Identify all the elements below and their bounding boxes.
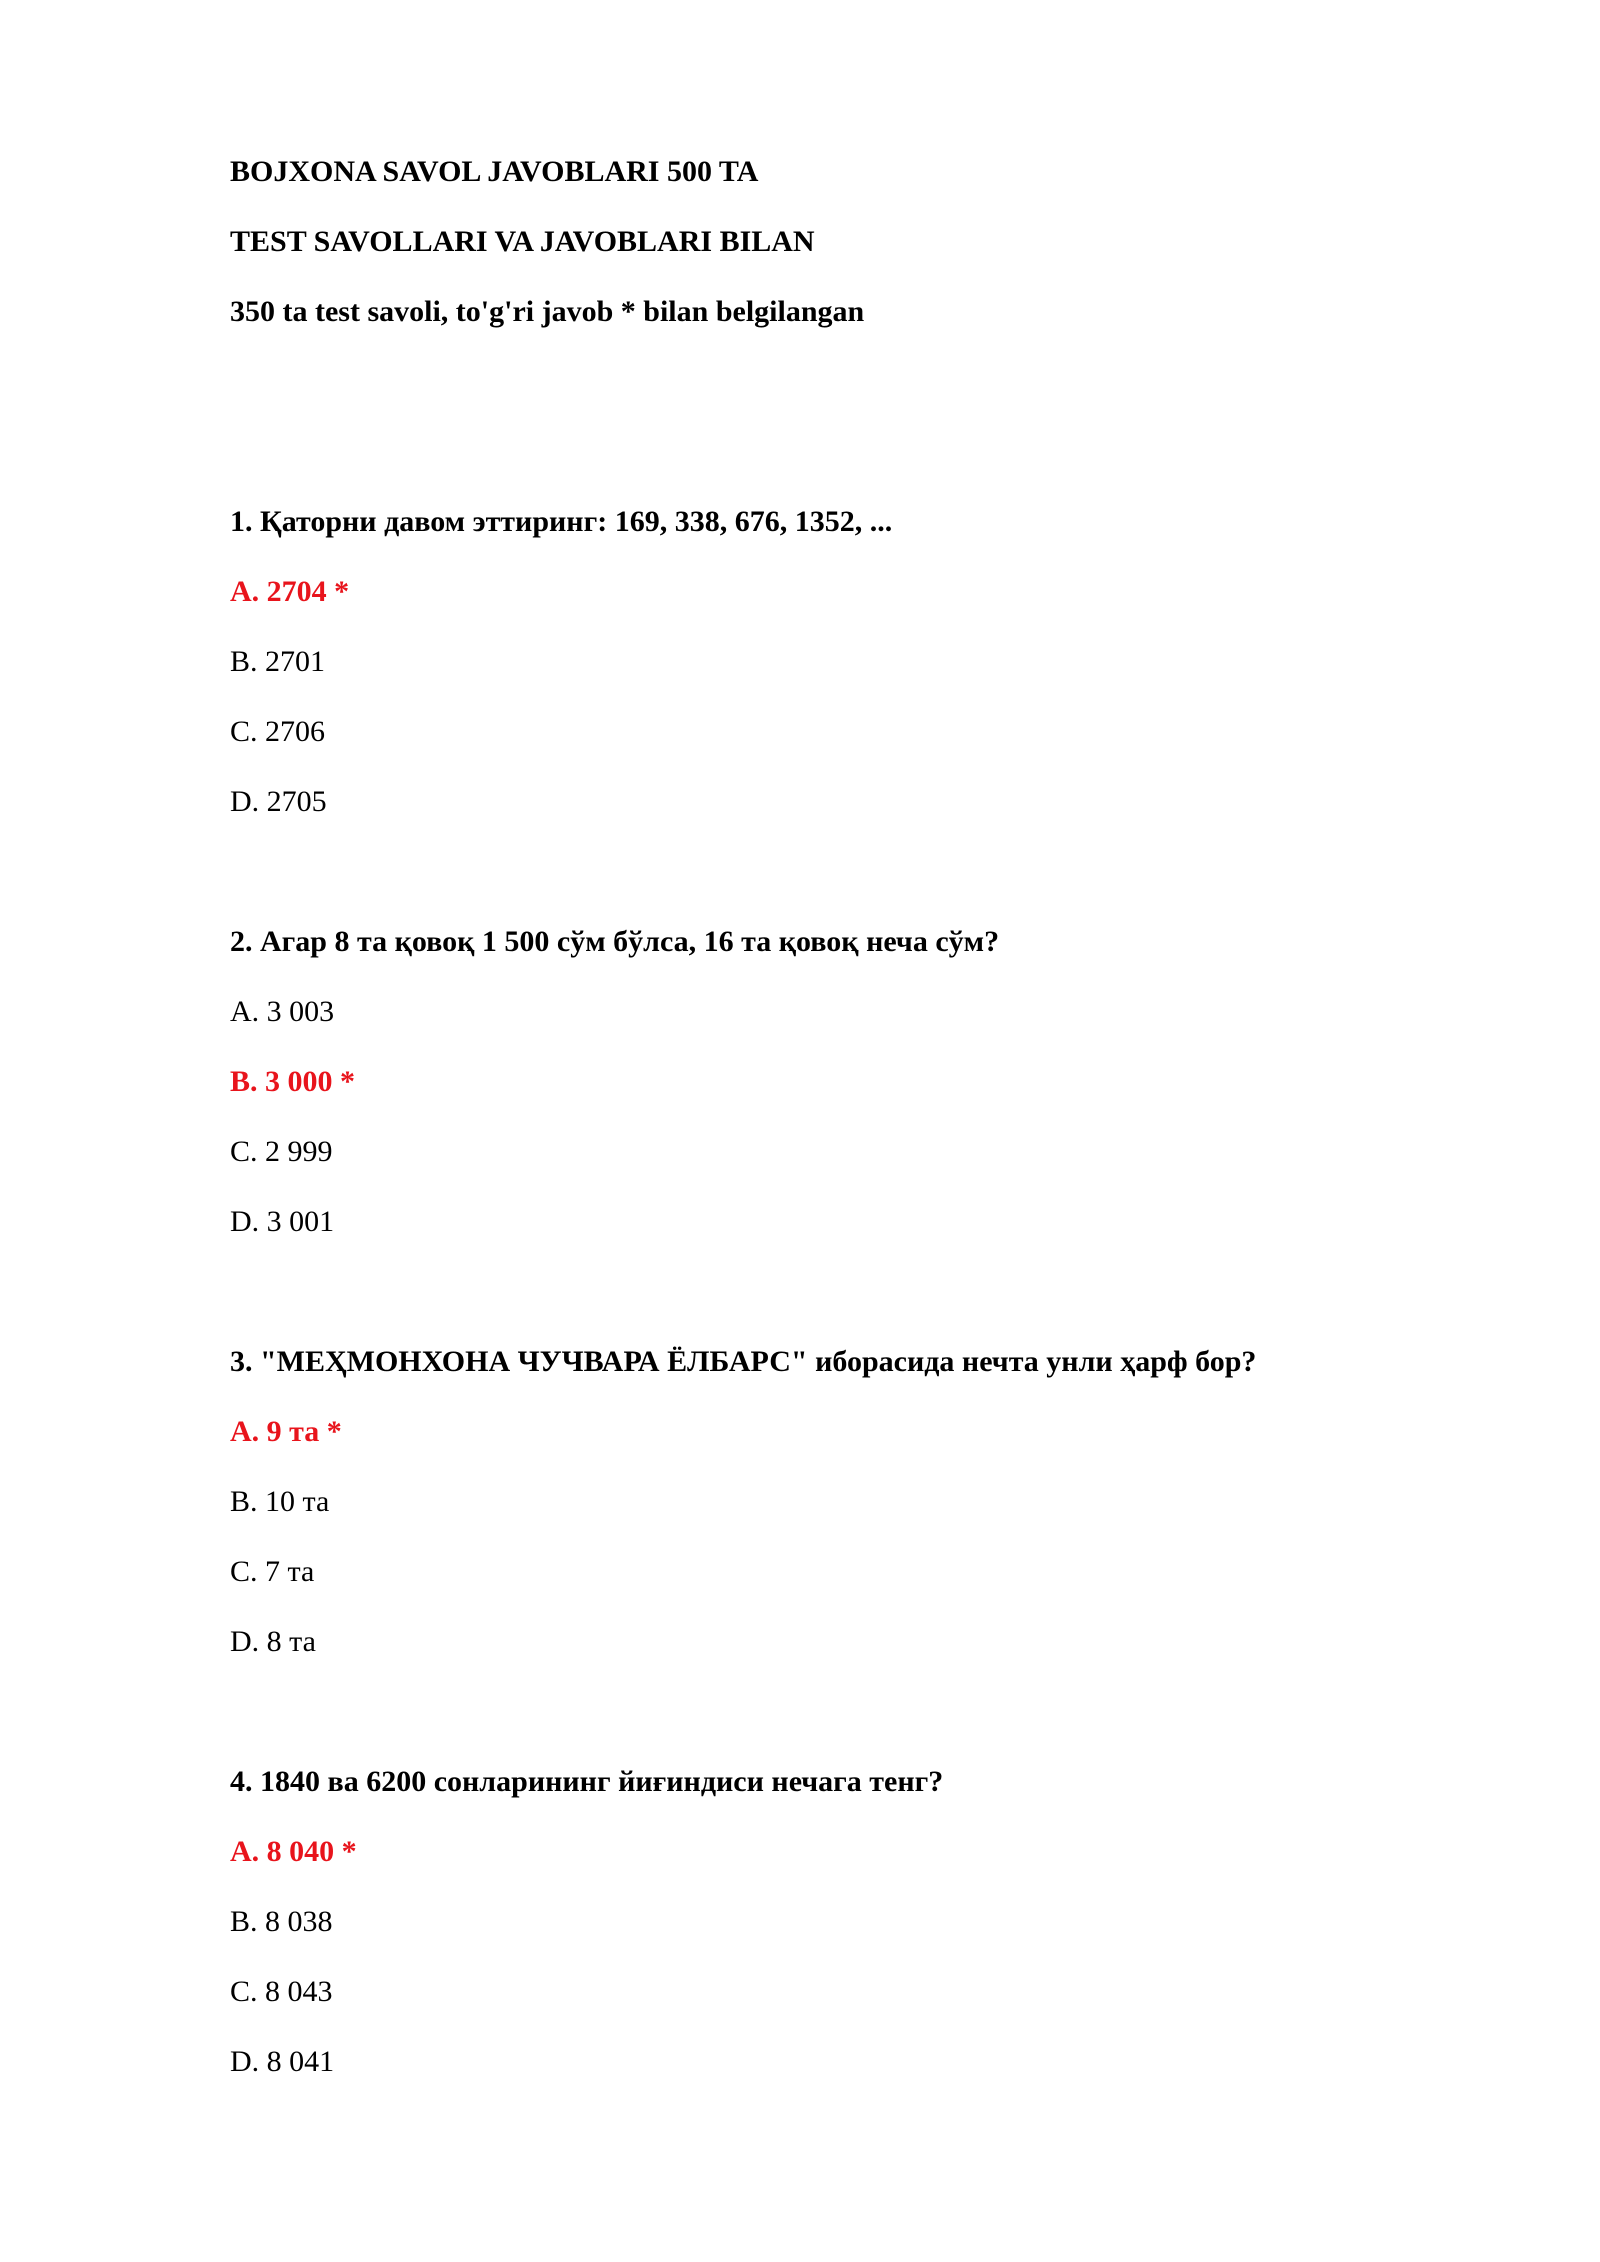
document-note: 350 ta test savoli, to'g'ri javob * bilan belgilangan [230,295,865,328]
question-2-option-d: D. 3 001 [230,1205,335,1238]
question-2-option-a: A. 3 003 [230,995,335,1028]
document-title: BOJXONA SAVOL JAVOBLARI 500 TA [230,155,759,188]
question-1-option-d: D. 2705 [230,785,327,818]
question-1-option-a: A. 2704 * [230,575,350,608]
question-4-option-a: A. 8 040 * [230,1835,357,1868]
question-1-option-c: C. 2706 [230,715,326,748]
question-4-option-c: C. 8 043 [230,1975,333,2008]
question-2-option-b: B. 3 000 * [230,1065,356,1098]
question-1-option-b: B. 2701 [230,645,326,678]
document-subtitle: TEST SAVOLLARI VA JAVOBLARI BILAN [230,225,815,258]
question-1-text: 1. Қаторни давом эттиринг: 169, 338, 676, 1352, ... [230,505,893,538]
question-4-text: 4. 1840 ва 6200 сонларининг йиғиндиси нечага тенг? [230,1765,944,1798]
question-3-text: 3. "МЕҲМОНХОНА ЧУЧВАРА ЁЛБАРС" иборасида нечта унли ҳарф бор? [230,1345,1257,1378]
question-3-option-a: A. 9 та * [230,1415,342,1448]
question-3-option-c: C. 7 та [230,1555,315,1588]
question-4-option-b: B. 8 038 [230,1905,333,1938]
question-3-option-d: D. 8 та [230,1625,316,1658]
question-3-option-b: B. 10 та [230,1485,330,1518]
question-2-text: 2. Агар 8 та қовоқ 1 500 сўм бўлса, 16 та қовоқ неча сўм? [230,925,1000,958]
question-4-option-d: D. 8 041 [230,2045,335,2078]
question-2-option-c: C. 2 999 [230,1135,333,1168]
